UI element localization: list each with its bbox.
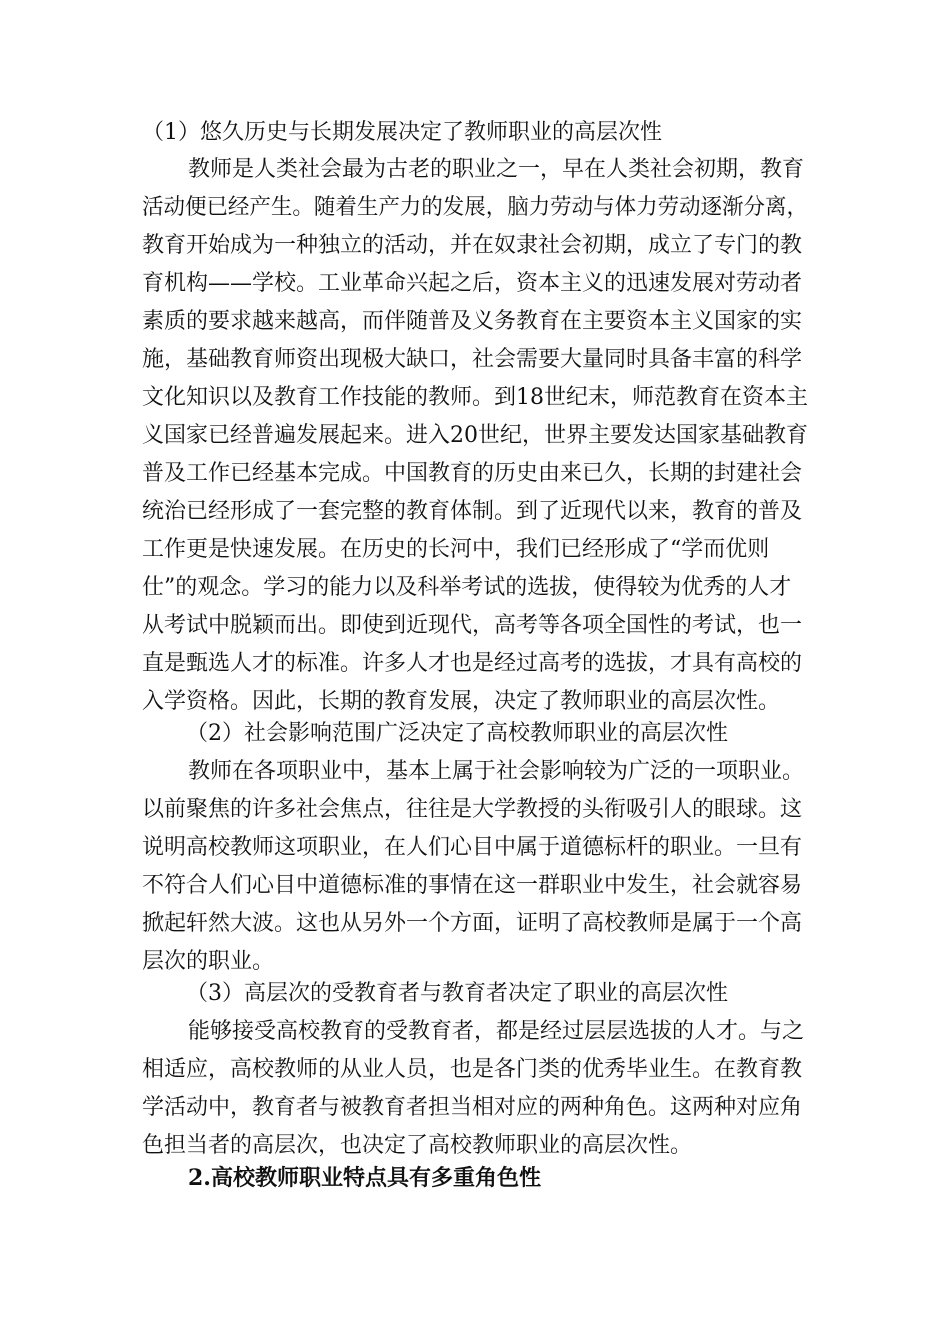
subsection-heading: （3）高层次的受教育者与教育者决定了职业的高层次性 (186, 981, 728, 1006)
paragraph-line: 能够接受高校教育的受教育者，都是经过层层选拔的人才。与之 (188, 1019, 805, 1044)
paragraph-line: 教师在各项职业中，基本上属于社会影响较为广泛的一项职业。 (188, 759, 805, 784)
paragraph-line: 不符合人们心目中道德标准的事情在这一群职业中发生，社会就容易 (142, 873, 803, 898)
paragraph-line: 相适应，高校教师的从业人员，也是各门类的优秀毕业生。在教育教 (142, 1057, 803, 1082)
paragraph-line: 教育开始成为一种独立的活动，并在奴隶社会初期，成立了专门的教 (142, 233, 803, 258)
paragraph-line: 色担当者的高层次，也决定了高校教师职业的高层次性。 (142, 1133, 693, 1158)
section-heading: 2.高校教师职业特点具有多重角色性 (188, 1165, 541, 1191)
paragraph-line: 普及工作已经基本完成。中国教育的历史由来已久，长期的封建社会 (142, 461, 803, 486)
paragraph-line: 活动便已经产生。随着生产力的发展，脑力劳动与体力劳动逐渐分离， (142, 195, 808, 220)
paragraph-line: 学活动中，教育者与被教育者担当相对应的两种角色。这两种对应角 (142, 1095, 803, 1120)
paragraph-line: 说明高校教师这项职业，在人们心目中属于道德标杆的职业。一旦有 (142, 835, 803, 860)
paragraph-line: 以前聚焦的许多社会焦点，往往是大学教授的头衔吸引人的眼球。这 (142, 797, 803, 822)
paragraph-line: 统治已经形成了一套完整的教育体制。到了近现代以来，教育的普及 (142, 499, 803, 524)
paragraph-line: 教师是人类社会最为古老的职业之一，早在人类社会初期，教育 (188, 157, 805, 182)
paragraph-line: 文化知识以及教育工作技能的教师。到18世纪末，师范教育在资本主 (142, 385, 808, 410)
paragraph-line: 育机构——学校。工业革命兴起之后，资本主义的迅速发展对劳动者 (142, 271, 803, 296)
paragraph-line: 工作更是快速发展。在历史的长河中，我们已经形成了“学而优则 (142, 537, 770, 562)
subsection-heading: （2）社会影响范围广泛决定了高校教师职业的高层次性 (186, 721, 728, 746)
paragraph-line: 仕”的观念。学习的能力以及科举考试的选拔，使得较为优秀的人才 (142, 575, 792, 600)
subsection-heading: （1）悠久历史与长期发展决定了教师职业的高层次性 (142, 120, 662, 145)
paragraph-line: 从考试中脱颖而出。即使到近现代，高考等各项全国性的考试，也一 (142, 613, 803, 638)
paragraph-line: 层次的职业。 (142, 949, 275, 974)
paragraph-line: 素质的要求越来越高，而伴随普及义务教育在主要资本主义国家的实 (142, 309, 803, 334)
paragraph-line: 掀起轩然大波。这也从另外一个方面，证明了高校教师是属于一个高 (142, 911, 803, 936)
paragraph-line: 义国家已经普遍发展起来。进入20世纪，世界主要发达国家基础教育 (142, 423, 808, 448)
paragraph-line: 施，基础教育师资出现极大缺口，社会需要大量同时具备丰富的科学 (142, 347, 803, 372)
paragraph-line: 入学资格。因此，长期的教育发展，决定了教师职业的高层次性。 (142, 689, 781, 714)
paragraph-line: 直是甄选人才的标准。许多人才也是经过高考的选拔，才具有高校的 (142, 651, 803, 676)
